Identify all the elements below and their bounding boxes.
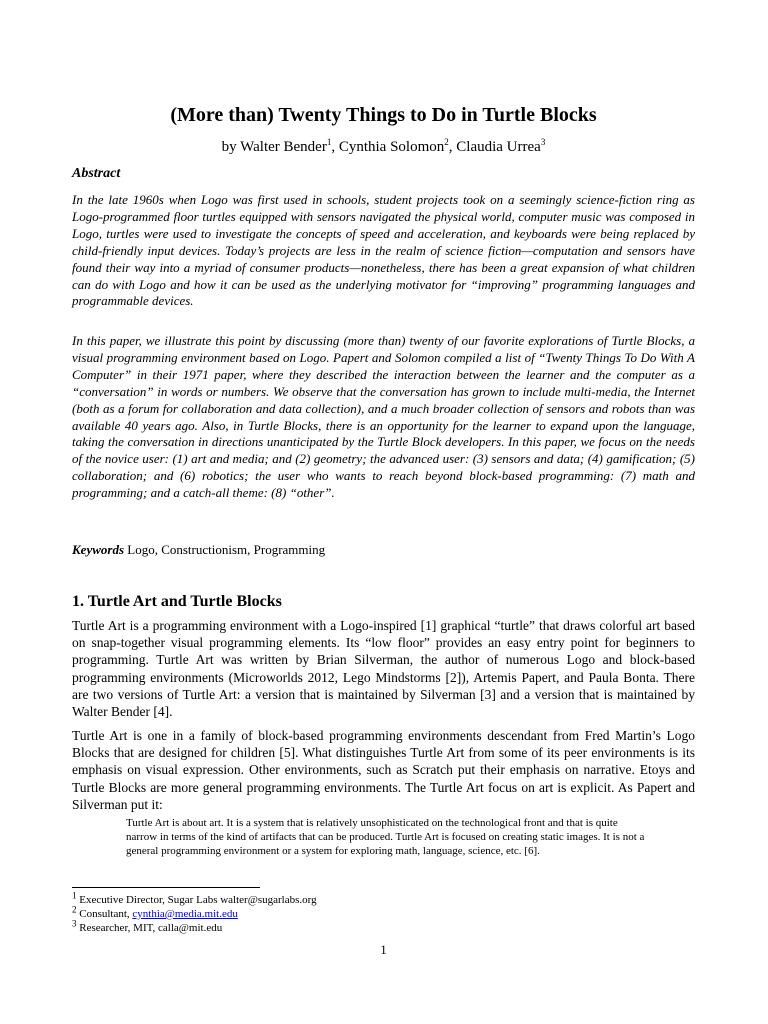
keywords-label: Keywords [72, 542, 124, 557]
email-link[interactable]: cynthia@media.mit.edu [132, 908, 238, 920]
body-paragraph: Turtle Art is one in a family of block-based programming environments descendant from Fred Martin’s Logo Blocks that are designed for children [5]. What distinguishes Turtle Art from some of its peer environments is its emphasis on visual expression. Other environments, such as Scratch put their emphasis on narrative. Etoys and Turtle Blocks are more general programming environments. The Turtle Art focus on art is explicit. As Papert and Silverman put it: [72, 728, 695, 812]
author-footnote-mark: 2 [444, 137, 449, 147]
footnote-mark: 2 [72, 904, 77, 915]
author-separator: , [331, 139, 339, 155]
author-name: Walter Bender [240, 139, 327, 155]
byline-prefix: by [221, 139, 241, 155]
footnote-text: Researcher, MIT, calla@mit.edu [76, 922, 223, 934]
keywords-text: Logo, Constructionism, Programming [124, 542, 326, 557]
author-separator: , [448, 139, 457, 155]
author-footnote-mark: 1 [326, 137, 332, 147]
body-paragraph: Turtle Art is a programming environment with a Logo-inspired [1] graphical “turtle” that draws colorful art based on snap-together visual programming elements. Its “low floor” provides an easy entry point for beginners to programming. Turtle Art was written by Brian Silverman, the author of numerous Logo and block-based programming environments (Microworlds 2012, Lego Mindstorms [2]), Artemis Papert, and Paula Bonta. There are two versions of Turtle Art: a version that is maintained by Silverman [3] and a version that is maintained by Walter Bender [4]. [72, 618, 695, 720]
footnote [72, 918, 223, 935]
footnote-text: Consultant, [76, 908, 133, 920]
author-byline [72, 137, 695, 157]
footnote-mark: 3 [72, 918, 77, 929]
abstract-heading: Abstract [72, 166, 121, 181]
abstract-paragraph: In this paper, we illustrate this point by discussing (more than) twenty of our favorite explorations of Turtle Blocks, a visual programming environment based on Logo. Papert and Solomon compiled a list of “Twenty Things To Do With A Computer” in their 1971 paper, where they described the interaction between the learner and the computer as a “conversation” in words or numbers. We observe that the conversation has grown to include multi-media, the Internet (both as a forum for collaboration and data collection), and a much broader collection of sensors and robots than was available 40 years ago. Also, in Turtle Blocks, there is an opportunity for the learner to expand upon the language, taking the conversation in directions unanticipated by the Turtle Block developers. In this paper, we focus on the needs of the novice user: (1) art and media; and (2) geometry; the advanced user: (3) sensors and data; (4) gamification; (5) collaboration; and (6) robotics; the user who wants to reach beyond block-based programming: (7) math and programming; and a catch-all theme: (8) “other”. [72, 333, 695, 501]
block-quote: Turtle Art is about art. It is a system that is relatively unsophisticated on the technological front and that is quite narrow in terms of the kind of artifacts that can be produced. Turtle Art is focused on creating static images. It is not a general programming environment or a system for exploring math, language, science, etc. [6]. [126, 817, 645, 857]
page-number: 1 [380, 942, 387, 957]
footnote [72, 904, 238, 921]
author-footnote-mark: 3 [540, 137, 546, 147]
section-heading: 1. Turtle Art and Turtle Blocks [72, 593, 282, 610]
footnote-text: Executive Director, Sugar Labs walter@sugarlabs.org [76, 894, 317, 906]
keywords-line [72, 541, 325, 559]
footnote [72, 890, 317, 907]
abstract-paragraph: In the late 1960s when Logo was first used in schools, student projects took on a seemingly science-fiction ring as Logo-programmed floor turtles equipped with sensors navigated the physical world, computer music was composed in Logo, turtles were used to investigate the concepts of speed and acceleration, and keyboards were being replaced by child-friendly input devices. Today’s projects are less in the realm of science fiction—computation and sensors have found their way into a myriad of consumer products—nonetheless, there has been a great expansion of what children can do with Logo and how it can be used as the underlying motivator for “improving” programming languages and programmable devices. [72, 192, 695, 309]
author-name: Cynthia Solomon [338, 139, 445, 155]
paper-title: (More than) Twenty Things to Do in Turtle Blocks [170, 104, 597, 126]
footnote-mark: 1 [72, 890, 77, 901]
paper-page [72, 0, 695, 1024]
footnote-divider [72, 887, 260, 888]
author-name: Claudia Urrea [456, 139, 541, 155]
